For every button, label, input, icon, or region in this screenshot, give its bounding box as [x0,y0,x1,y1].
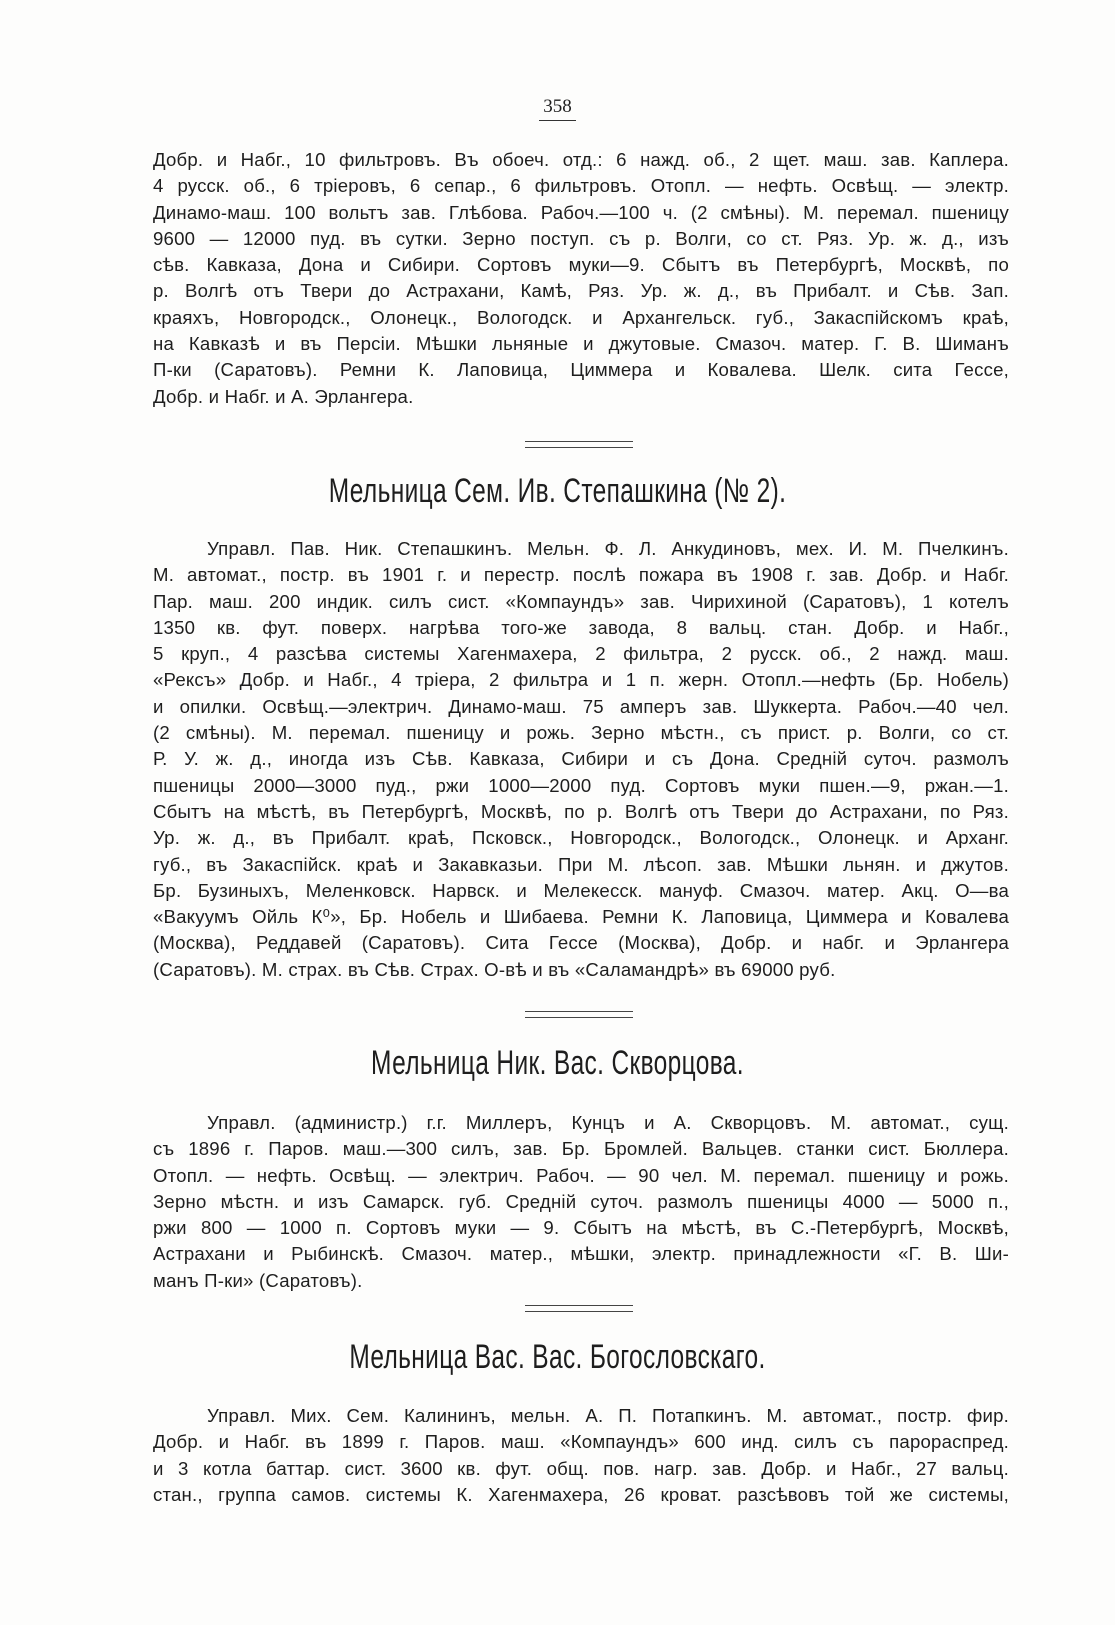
text-line: сѣв. Кавказа, Дона и Сибири. Сортовъ муки—9. Сбытъ въ Петербургѣ, Москвѣ, по [153,254,1009,276]
text-line: Добр. и Набг. и А. Эрлангера. [153,385,414,407]
section-text [153,536,1009,983]
text-line: Управл. Мих. Сем. Калининъ, мельн. А. П. Потапкинъ. М. автомат., постр. фир. [207,1405,1009,1426]
text-line: и 3 котла баттар. сист. 3600 кв. фут. общ. пов. нагр. зав. Добр. и Набг., 27 вальц. [153,1457,1009,1479]
text-line: ржи 800 — 1000 п. Сортовъ муки — 9. Сбытъ на мѣстѣ, въ С.-Петербургѣ, Москвѣ, [153,1217,1009,1239]
text-line: манъ П-ки» (Саратовъ). [153,1269,363,1291]
text-line: на Кавказѣ и въ Персiи. Мѣшки льняные и джутовые. Смазоч. матер. Г. В. Шиманъ [153,333,1009,355]
text-line: П-ки (Саратовъ). Ремни К. Лаповица, Циммера и Ковалева. Шелк. сита Гессе, [153,359,1009,381]
section-divider [525,441,633,448]
text-line: р. Волгѣ отъ Твери до Астрахани, Камѣ, Ряз. Ур. ж. д., въ Прибалт. и Сѣв. Зап. [153,280,1009,302]
text-line: съ 1896 г. Паров. маш.—300 силъ, зав. Бр. Бромлей. Вальцев. станки сист. Бюллера. [153,1138,1009,1160]
text-line: Отопл. — нефть. Освѣщ. — электрич. Рабоч. — 90 чел. М. перемал. пшеницу и рожь. [153,1164,1009,1186]
text-line: «Вакуумъ Ойль К⁰», Бр. Нобель и Шибаева. Ремни К. Лаповица, Циммера и Ковалева [153,906,1009,928]
text-line: (Саратовъ). М. страх. въ Сѣв. Страх. О-вѣ и въ «Саламандрѣ» въ 69000 руб. [153,958,836,980]
text-line: 4 русск. об., 6 трiеровъ, 6 сепар., 6 фильтровъ. Отопл. — нефть. Освѣщ. — электр. [153,175,1009,197]
text-line: Добр. и Набг. въ 1899 г. Паров. маш. «Компаундъ» 600 инд. силъ съ парораспред. [153,1431,1009,1453]
page-number: 358 [539,96,576,121]
section-divider [525,1305,633,1312]
text-line: (Москва), Реддавей (Саратовъ). Сита Гессе (Москва), Добр. и набг. и Эрлангера [153,932,1009,954]
text-line: 1350 кв. фут. поверх. нагрѣва того-же завода, 8 вальц. стан. Добр. и Набг., [153,616,1009,638]
text-line: Динамо-маш. 100 вольтъ зав. Глѣбова. Рабоч.—100 ч. (2 смѣны). М. перемал. пшеницу [153,201,1009,223]
text-line: 9600 — 12000 пуд. въ сутки. Зерно поступ. съ р. Волги, со ст. Ряз. Ур. ж. д., изъ [153,227,1009,249]
text-line: краяхъ, Новгородск., Олонецк., Вологодск. и Архангельск. губ., Закаспiйскомъ краѣ, [153,306,1009,328]
page-number-container [0,96,1115,121]
section-text [153,1110,1009,1294]
text-line: 5 круп., 4 разсѣва системы Хагенмахера, 2 фильтра, 2 русск. об., 2 нажд. маш. [153,643,1009,665]
text-line: пшеницы 2000—3000 пуд., ржи 1000—2000 пуд. Сортовъ муки пшен.—9, ржан.—1. [153,774,1009,796]
text-line: «Рексъ» Добр. и Набг., 4 трiера, 2 фильтра и 1 п. жерн. Отопл.—нефть (Бр. Нобель) [153,669,1009,691]
text-line: Р. У. ж. д., иногда изъ Сѣв. Кавказа, Сибири и съ Дона. Среднiй суточ. размолъ [153,748,1009,770]
text-line: Добр. и Набг., 10 фильтровъ. Въ обоеч. отд.: 6 нажд. об., 2 щет. маш. зав. Каплера. [153,149,1009,170]
text-line: Астрахани и Рыбинскѣ. Смазоч. матер., мѣшки, электр. принадлежности «Г. В. Ши- [153,1243,1009,1265]
text-line: стан., группа самов. системы К. Хагенмахера, 26 кроват. разсѣвовъ той же системы, [153,1483,1009,1505]
text-line: Сбытъ на мѣстѣ, въ Петербургѣ, Москвѣ, по р. Волгѣ отъ Твери до Астрахани, по Ряз. [153,800,1009,822]
text-line: Ур. ж. д., въ Прибалт. краѣ, Псковск., Новгородск., Вологодск., Олонецк. и Арханг. [153,827,1009,849]
text-block-continued [153,147,1009,410]
text-line: Зерно мѣстн. и изъ Самарск. губ. Среднiй суточ. размолъ пшеницы 4000 — 5000 п., [153,1190,1009,1212]
text-line: и опилки. Освѣщ.—электрич. Динамо-маш. 75 амперъ зав. Шуккерта. Рабоч.—40 чел. [153,695,1009,717]
text-line: Управл. Пав. Ник. Степашкинъ. Мельн. Ф. Л. Анкудиновъ, мех. И. М. Пчелкинъ. [207,538,1009,559]
section-title: Мельница Вас. Вас. Богословскаго. [349,1338,766,1376]
text-line: Управл. (администр.) г.г. Миллеръ, Кунцъ и А. Скворцовъ. М. автомат., сущ. [207,1112,1009,1133]
section-divider [525,1011,633,1018]
text-line: Бр. Бузиныхъ, Меленковск. Нарвск. и Мелекесск. мануф. Смазоч. матер. Акц. О—ва [153,879,1009,901]
text-line: Пар. маш. 200 индик. силъ сист. «Компаундъ» зав. Чирихиной (Саратовъ), 1 котелъ [153,590,1009,612]
section-title: Мельница Сем. Ив. Степашкина (№ 2). [328,472,787,510]
text-line: (2 смѣны). М. перемал. пшеницу и рожь. Зерно мѣстн., съ прист. р. Волги, со ст. [153,722,1009,744]
section-title: Мельница Ник. Вас. Скворцова. [371,1044,744,1082]
text-line: М. автомат., постр. въ 1901 г. и перестр. послѣ пожара въ 1908 г. зав. Добр. и Набг. [153,564,1009,586]
section-text [153,1403,1009,1508]
text-line: губ., въ Закаспiйск. краѣ и Закавказьи. При М. лѣсоп. зав. Мѣшки льнян. и джутов. [153,853,1009,875]
